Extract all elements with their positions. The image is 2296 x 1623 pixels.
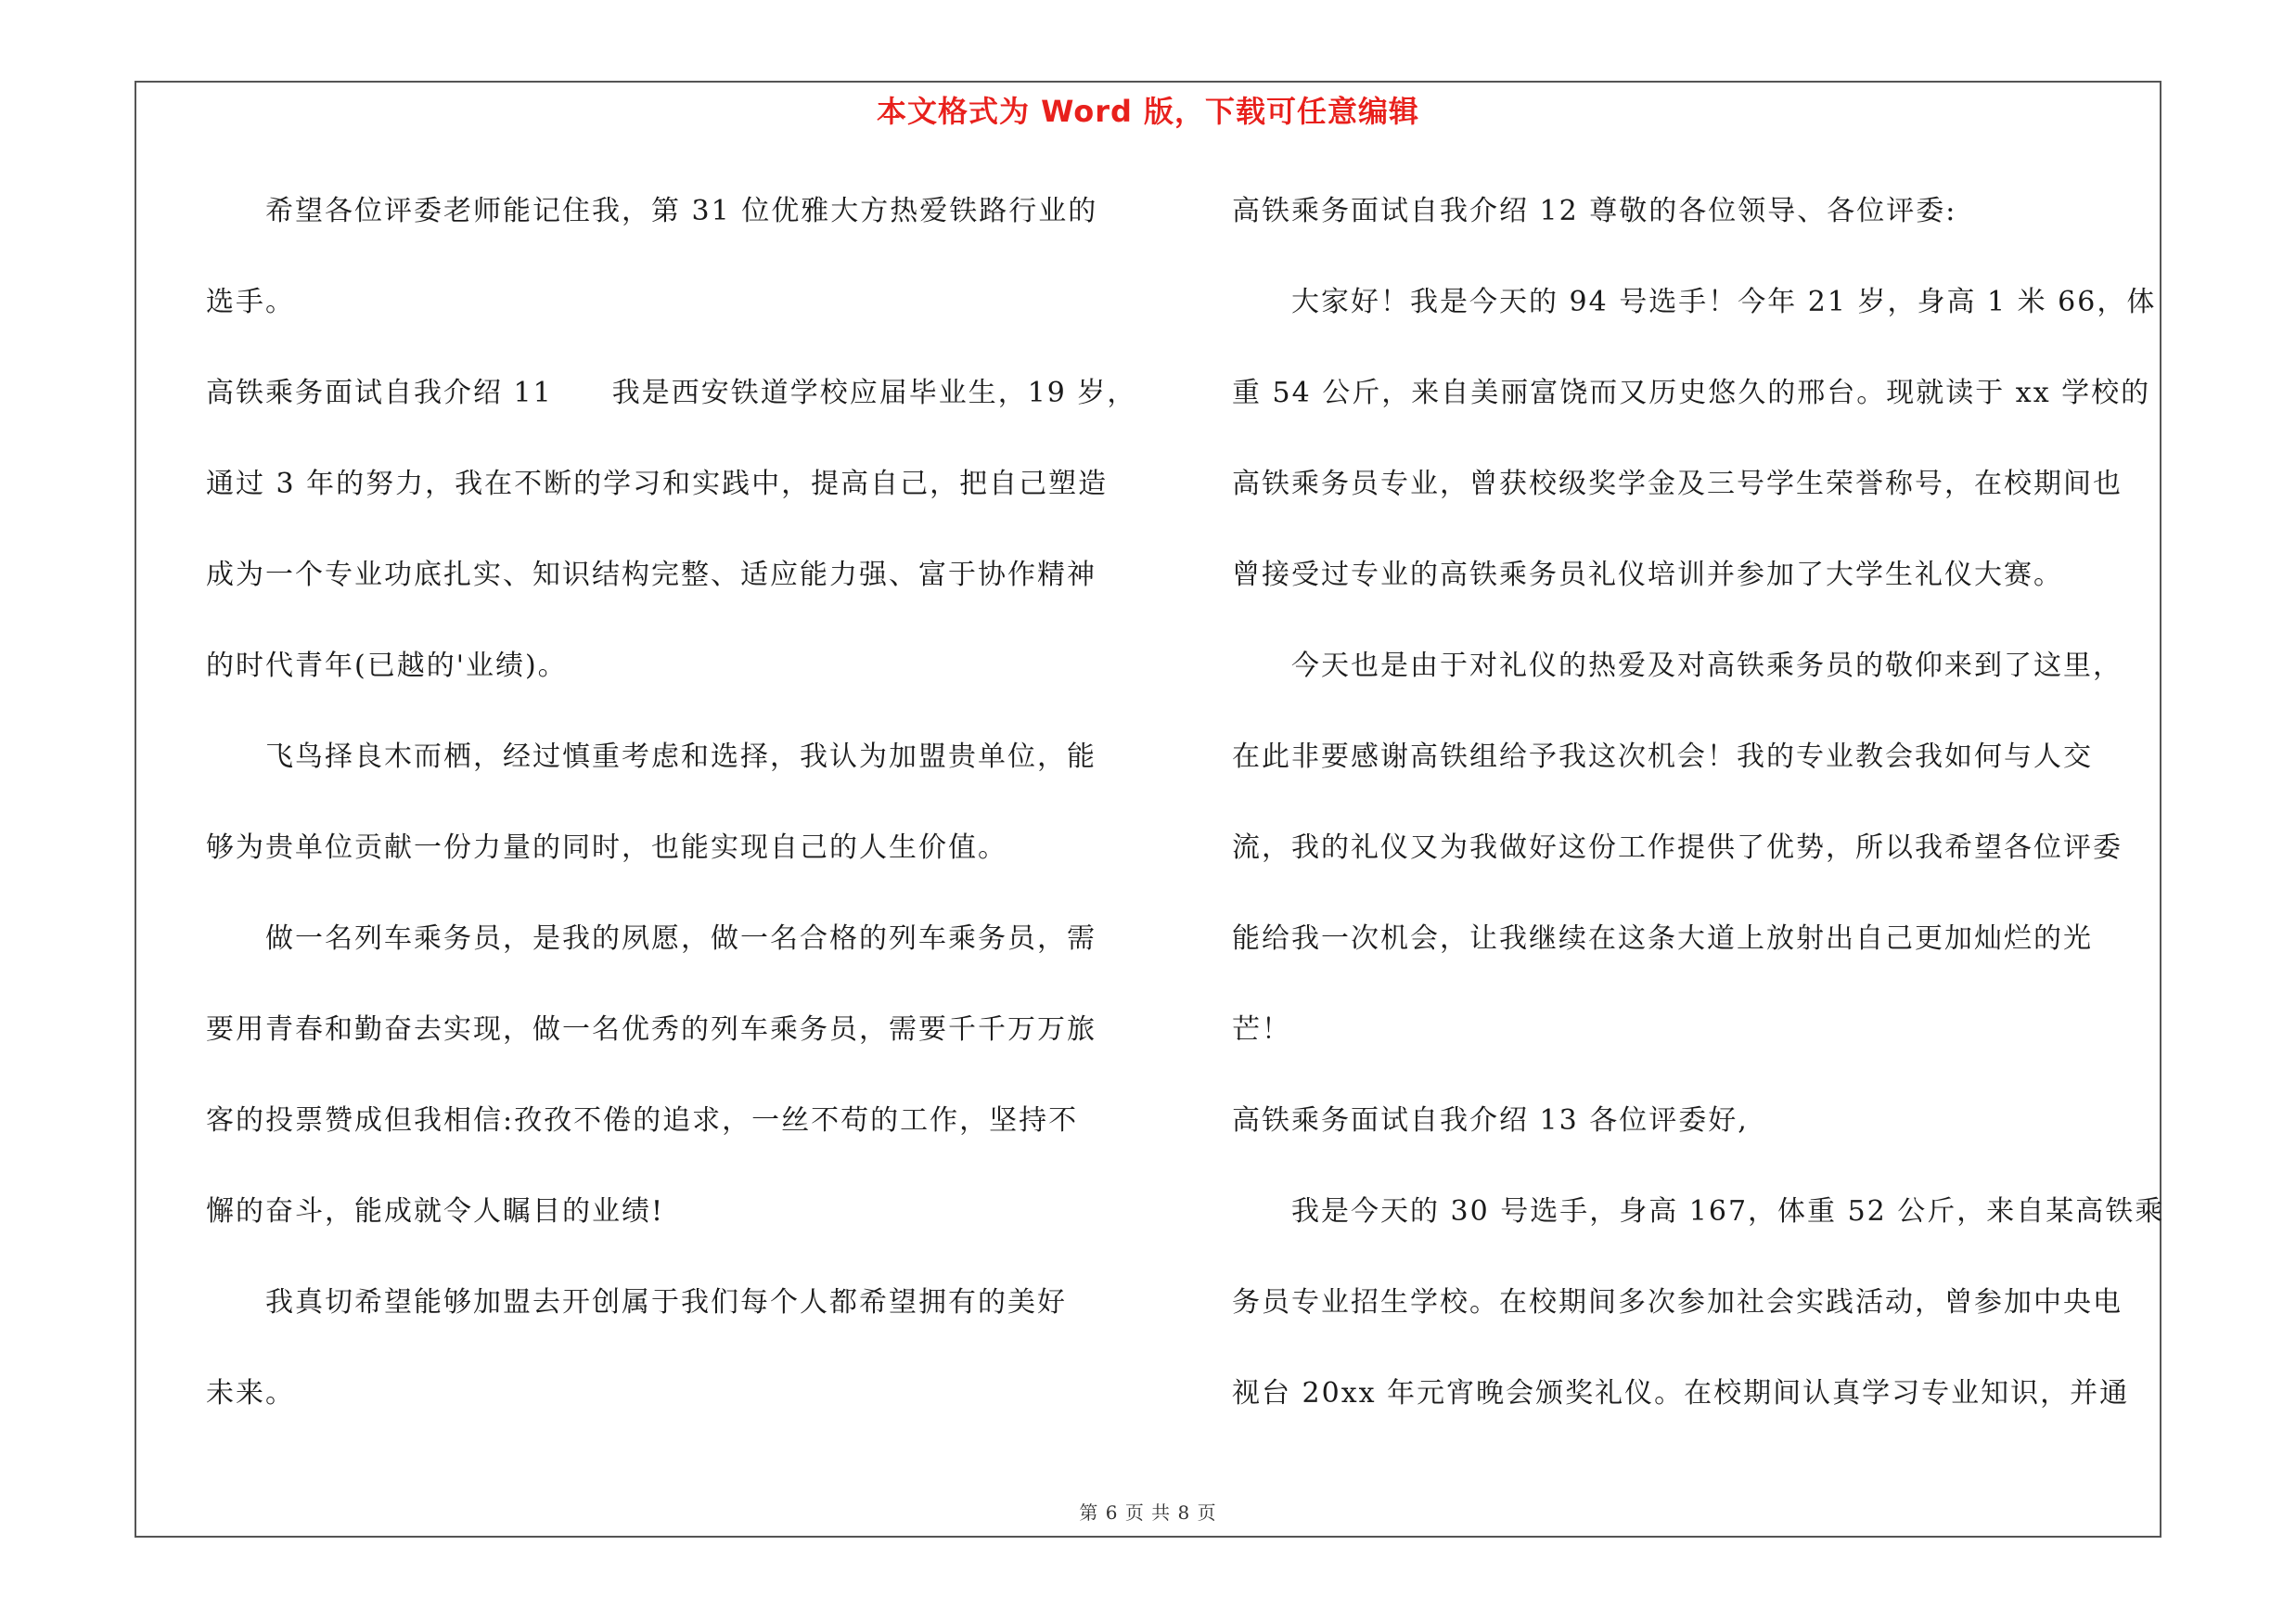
text-line: 务员专业招生学校。在校期间多次参加社会实践活动，曾参加中央电 [1232, 1286, 2123, 1319]
text-line: 芒！ [1232, 1013, 1291, 1046]
document-banner: 本文格式为 Word 版，下载可任意编辑 [876, 94, 1420, 129]
text-line: 我真切希望能够加盟去开创属于我们每个人都希望拥有的美好 [206, 1286, 1067, 1319]
text-line: 要用青春和勤奋去实现，做一名优秀的列车乘务员，需要千千万万旅 [206, 1013, 1097, 1046]
text-line: 成为一个专业功底扎实、知识结构完整、适应能力强、富于协作精神 [206, 559, 1097, 591]
text-line: 未来。 [206, 1377, 295, 1410]
text-line: 希望各位评委老师能记住我，第 31 位优雅大方热爱铁路行业的 [206, 195, 1098, 227]
text-line: 懈的奋斗，能成就令人瞩目的业绩! [206, 1195, 665, 1228]
text-line: 做一名列车乘务员，是我的夙愿，做一名合格的列车乘务员，需 [206, 922, 1097, 955]
text-line: 大家好！我是今天的 94 号选手！今年 21 岁，身高 1 米 66，体 [1232, 286, 2157, 318]
text-line: 高铁乘务面试自我介绍 11 我是西安铁道学校应届毕业生，19 岁， [206, 377, 1137, 409]
text-line: 我是今天的 30 号选手，身高 167，体重 52 公斤，来自某高铁乘 [1232, 1195, 2165, 1228]
text-line: 高铁乘务面试自我介绍 13 各位评委好, [1232, 1104, 1749, 1137]
text-line: 在此非要感谢高铁组给予我这次机会！我的专业教会我如何与人交 [1232, 741, 2093, 773]
text-line: 选手。 [206, 286, 295, 318]
text-line: 飞鸟择良木而栖，经过慎重考虑和选择，我认为加盟贵单位，能 [206, 741, 1097, 773]
text-line: 曾接受过专业的高铁乘务员礼仪培训并参加了大学生礼仪大赛。 [1232, 559, 2063, 591]
text-line: 能给我一次机会，让我继续在这条大道上放射出自己更加灿烂的光 [1232, 922, 2093, 955]
text-line: 高铁乘务员专业，曾获校级奖学金及三号学生荣誉称号，在校期间也 [1232, 468, 2123, 500]
text-line: 客的投票赞成但我相信:孜孜不倦的追求，一丝不苟的工作，坚持不 [206, 1104, 1079, 1137]
page-number: 第 6 页 共 8 页 [1079, 1501, 1217, 1524]
text-line: 的时代青年(已越的'业绩)。 [206, 650, 568, 682]
text-line: 流，我的礼仪又为我做好这份工作提供了优势，所以我希望各位评委 [1232, 831, 2123, 864]
text-line: 今天也是由于对礼仪的热爱及对高铁乘务员的敬仰来到了这里， [1232, 650, 2123, 682]
text-line: 视台 20xx 年元宵晚会颁奖礼仪。在校期间认真学习专业知识，并通 [1232, 1377, 2130, 1410]
text-line: 重 54 公斤，来自美丽富饶而又历史悠久的邢台。现就读于 xx 学校的 [1232, 377, 2151, 409]
text-line: 通过 3 年的努力，我在不断的学习和实践中，提高自己，把自己塑造 [206, 468, 1109, 500]
text-line: 够为贵单位贡献一份力量的同时，也能实现自己的人生价值。 [206, 831, 1007, 864]
text-line: 高铁乘务面试自我介绍 12 尊敬的各位领导、各位评委: [1232, 195, 1957, 227]
